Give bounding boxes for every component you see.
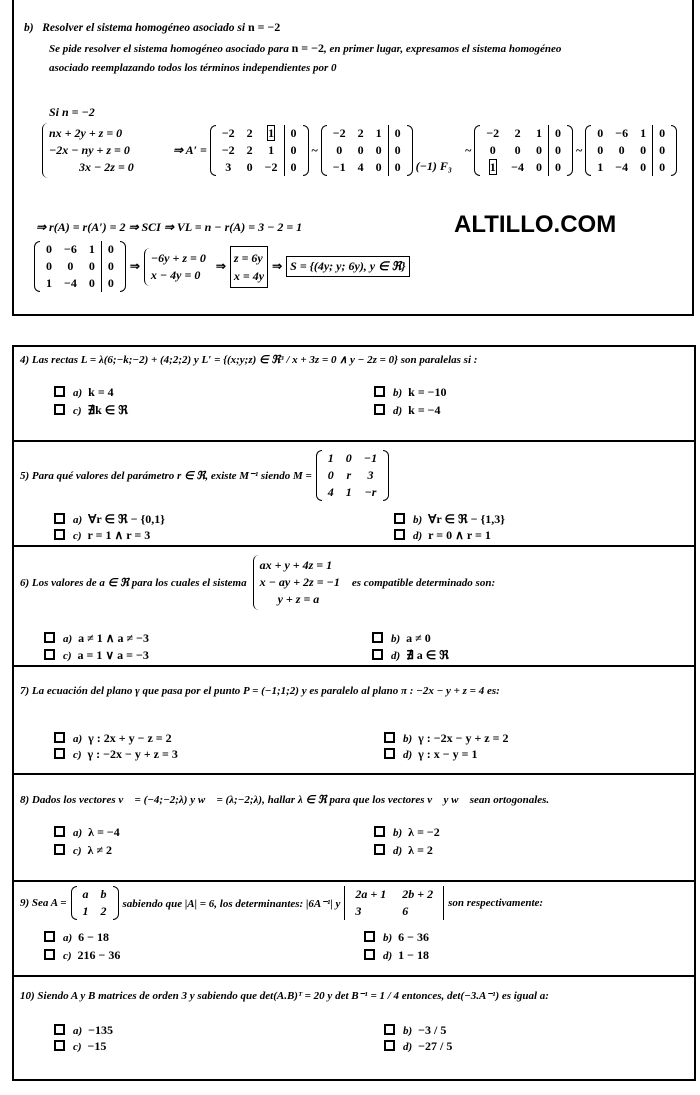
matrix-cell: 0 (357, 143, 364, 157)
matrix-cell: 3 (367, 468, 374, 482)
option-letter: d) (393, 845, 403, 857)
option-b[interactable] (374, 825, 440, 840)
si-label: Si n = −2 (49, 105, 95, 119)
checkbox[interactable] (54, 732, 65, 743)
checkbox[interactable] (54, 386, 65, 397)
matrix-cell: 0 (549, 125, 568, 142)
matrix-cell: −1 (332, 160, 346, 174)
matrix-cell: 2 (246, 143, 253, 157)
option-value: λ = −2 (408, 825, 440, 839)
matrix-cell: −6 (64, 242, 77, 256)
option-value: 1 − 18 (398, 948, 430, 962)
option-a[interactable] (44, 930, 109, 945)
option-d[interactable] (372, 648, 449, 663)
matrix-cell: 0 (388, 125, 407, 142)
matrix-cell: 0 (67, 259, 74, 273)
matrix-cell: 0 (653, 142, 672, 159)
checkbox[interactable] (54, 529, 65, 540)
checkbox[interactable] (54, 513, 65, 524)
option-letter: b) (393, 387, 403, 399)
option-d[interactable] (374, 403, 441, 418)
final-solution (34, 241, 410, 292)
question-text: 8) Dados los vectores v⃗ = (−4;−2;λ) y w⃗ = (λ;−2;λ), hallar λ ∈ ℜ para que los vectores v⃗ y w⃗ sean ortogonales. (20, 794, 550, 806)
matrix-cell: 2 (514, 126, 521, 140)
matrix-cell: 0 (536, 143, 542, 157)
question-text-main: 5) Para qué valores del parámetro r ∈ ℜ, existe M⁻¹ siendo M = (20, 470, 312, 482)
matrix-cell: 1 (327, 451, 334, 465)
matrix-cell: 0 (597, 126, 604, 140)
question-text: 4) Las rectas L = λ(6;−k;−2) + (4;2;2) y L′ = {(x;y;z) ∈ ℜ³ / x + 3z = 0 ∧ y − 2z = 0} son paralelas si : (20, 354, 478, 366)
matrix-cell: 1 (345, 485, 352, 499)
row-operation: (−1) F₃ (415, 159, 453, 173)
option-c[interactable] (54, 1039, 106, 1054)
question-10 (14, 977, 694, 1083)
option-value: r = 0 ∧ r = 1 (428, 528, 491, 542)
matrix-cell: 1 (82, 904, 89, 918)
option-value: ∄ a ∈ ℜ (406, 648, 449, 662)
option-letter: b) (413, 514, 423, 526)
option-a[interactable] (44, 631, 149, 646)
matrix-cell: 1 (640, 126, 647, 140)
matrix-cell: 0 (46, 242, 52, 256)
question-text-after: es compatible determinado son: (351, 576, 496, 589)
checkbox[interactable] (44, 649, 55, 660)
question-6 (14, 547, 694, 667)
option-b[interactable] (374, 385, 447, 400)
matrix-cell (259, 125, 284, 142)
matrix-cell: 0 (101, 275, 120, 292)
option-c[interactable] (54, 528, 150, 543)
option-a[interactable] (54, 385, 114, 400)
option-a[interactable] (54, 512, 165, 527)
option-value: a ≠ 0 (406, 631, 431, 645)
option-value: γ : 2x + y − z = 2 (88, 731, 172, 745)
option-d[interactable] (364, 948, 429, 963)
option-value: λ = 2 (408, 843, 433, 857)
checkbox[interactable] (384, 732, 395, 743)
question-text-mid: sabiendo que |A| = 6, los determinantes: |6A⁻¹| y (122, 897, 341, 910)
matrix-cell: 1 (268, 143, 275, 157)
option-letter: b) (403, 733, 413, 745)
option-value: r = 1 ∧ r = 3 (87, 528, 151, 542)
option-letter: a) (73, 387, 83, 399)
matrix-cell: 0 (375, 143, 382, 157)
matrix-cell: 0 (514, 143, 521, 157)
matrix-cell: −2 (264, 160, 278, 174)
matrix-cell: a (82, 887, 89, 901)
matrix-cell: 0 (597, 143, 604, 157)
matrix-cell: 0 (345, 451, 352, 465)
option-letter: c) (63, 950, 72, 962)
matrix-cell: 0 (549, 159, 568, 176)
implies: ⇒ (129, 259, 140, 273)
matrix-cell: −4 (511, 160, 524, 174)
option-letter: d) (383, 950, 393, 962)
checkbox[interactable] (394, 513, 405, 524)
checkbox[interactable] (54, 748, 65, 759)
solution-vars (230, 246, 268, 288)
matrix-cell: b (100, 887, 107, 901)
equation: x − ay + 2z = −1 (259, 575, 340, 589)
matrix-a (71, 886, 119, 920)
matrix-cell: 3 (355, 904, 362, 918)
intro-text: Se pide resolver el sistema homogéneo asociado para (49, 43, 289, 55)
checkbox[interactable] (44, 931, 55, 942)
matrix-cell: 0 (284, 125, 303, 142)
option-letter: b) (383, 932, 393, 944)
option-d[interactable] (384, 747, 477, 762)
option-c[interactable] (44, 648, 149, 663)
intro-math: n = −2 (291, 41, 324, 55)
option-letter: c) (73, 749, 82, 761)
matrix-cell: 2 (246, 126, 253, 140)
matrix-cell: 0 (640, 160, 647, 174)
tilde: ~ (311, 143, 318, 157)
intro-line-1 (49, 41, 561, 56)
row-reduction (42, 123, 677, 178)
option-d[interactable] (374, 843, 433, 858)
heading-text: Resolver el sistema homogéneo asociado si (42, 22, 246, 34)
option-value: −15 (87, 1039, 107, 1053)
option-value: 216 − 36 (77, 948, 121, 962)
matrix-cell: 4 (357, 160, 364, 174)
equation: y + z = a (277, 592, 320, 606)
matrix-cell: 0 (284, 159, 303, 176)
matrix-cell: 1 (536, 126, 542, 140)
matrix-cell: −2 (221, 126, 235, 140)
checkbox[interactable] (54, 404, 65, 415)
question-8 (14, 775, 694, 882)
option-c[interactable] (44, 948, 120, 963)
matrix-cell: 0 (653, 125, 672, 142)
highlighted-pivot: 1 (268, 126, 275, 140)
option-letter: a) (73, 733, 83, 745)
option-value: λ ≠ 2 (87, 843, 113, 857)
matrix-cell: 0 (101, 241, 120, 258)
equation: −2x − ny + z = 0 (49, 143, 130, 157)
system-equations (253, 555, 346, 610)
option-letter: c) (73, 405, 82, 417)
matrix-cell: 0 (618, 143, 625, 157)
option-c[interactable] (54, 843, 112, 858)
matrix-cell: 0 (653, 159, 672, 176)
matrix-cell: 2a + 1 (355, 887, 387, 901)
matrix-cell: 0 (88, 276, 95, 290)
checkbox[interactable] (384, 1040, 395, 1051)
tilde: ~ (576, 143, 583, 157)
matrix-step-1 (321, 125, 413, 176)
matrix-cell: −4 (615, 160, 629, 174)
question-text-main: 9) Sea A = (20, 897, 67, 909)
equation: ax + y + 4z = 1 (259, 558, 333, 572)
tilde: ~ (465, 143, 472, 157)
option-letter: d) (413, 530, 423, 542)
question-text-main: 6) Los valores de a ∈ ℜ para los cuales el sistema (20, 577, 247, 589)
equation: nx + 2y + z = 0 (49, 126, 123, 140)
option-letter: a) (63, 932, 73, 944)
option-letter: a) (73, 827, 83, 839)
checkbox[interactable] (44, 949, 55, 960)
system-equations (42, 123, 170, 178)
heading-label: b) (24, 22, 34, 34)
matrix-cell: 1 (46, 276, 52, 290)
matrix-cell: 3 (225, 160, 232, 174)
implies-a-prime: ⇒ A′ = (173, 143, 207, 157)
matrix-cell: 0 (88, 259, 95, 273)
option-value: k = 4 (88, 385, 114, 399)
equation: x − 4y = 0 (150, 267, 201, 282)
option-b[interactable] (394, 512, 505, 527)
option-c[interactable] (54, 747, 178, 762)
checkbox[interactable] (372, 632, 383, 643)
option-value: k = −10 (408, 385, 447, 399)
matrix-cell: 1 (88, 242, 95, 256)
checkbox[interactable] (364, 949, 375, 960)
matrix-cell: 0 (489, 143, 496, 157)
option-value: k = −4 (408, 403, 441, 417)
option-letter: d) (403, 1041, 413, 1053)
matrix-cell: 0 (284, 142, 303, 159)
option-d[interactable] (384, 1039, 452, 1054)
option-value: 6 − 36 (398, 930, 430, 944)
option-letter: b) (393, 827, 403, 839)
checkbox[interactable] (54, 826, 65, 837)
option-d[interactable] (394, 528, 491, 543)
matrix-cell: 1 (597, 160, 604, 174)
checkbox[interactable] (384, 1024, 395, 1035)
final-matrix (34, 241, 126, 292)
augmented-matrix (210, 125, 309, 176)
option-value: −27 / 5 (418, 1039, 453, 1053)
matrix-cell: 0 (336, 143, 343, 157)
checkbox[interactable] (44, 632, 55, 643)
matrix-cell: 0 (246, 160, 253, 174)
matrix-cell: 2 (100, 904, 107, 918)
matrix-cell: 2 (357, 126, 364, 140)
solution-set: S = {(4y; y; 6y), y ∈ ℜ} (286, 256, 409, 277)
matrix-cell: −1 (363, 451, 378, 465)
implies: ⇒ (272, 259, 283, 273)
matrix-cell: 0 (549, 142, 568, 159)
matrix-cell: 0 (388, 159, 407, 176)
solution-box (12, 0, 694, 316)
equation: z = 6y (233, 250, 263, 265)
implies: ⇒ (215, 259, 226, 273)
option-b[interactable] (364, 930, 429, 945)
matrix-cell: 0 (640, 143, 647, 157)
option-letter: a) (63, 633, 73, 645)
equation: −6y + z = 0 (150, 250, 206, 265)
question-4 (14, 347, 694, 442)
option-letter: d) (403, 749, 413, 761)
option-value: λ = −4 (88, 825, 120, 839)
watermark-logo: ALTILLO.COM (454, 211, 617, 238)
intro-line-2: asociado reemplazando todos los términos independientes por 0 (49, 62, 337, 74)
intro-rest: , en primer lugar, expresamos el sistema homogéneo (323, 43, 562, 55)
matrix-cell: 2b + 2 (402, 887, 434, 901)
checkbox[interactable] (54, 1024, 65, 1035)
option-letter: c) (73, 530, 82, 542)
question-text (20, 555, 495, 610)
option-a[interactable] (54, 731, 172, 746)
option-letter: c) (73, 1041, 82, 1053)
checkbox[interactable] (54, 844, 65, 855)
matrix-cell: −2 (221, 143, 235, 157)
option-letter: d) (393, 405, 403, 417)
option-letter: a) (73, 1025, 83, 1037)
equation: x = 4y (233, 268, 265, 283)
matrix-cell: 0 (536, 160, 542, 174)
matrix-step-3 (585, 125, 677, 176)
determinant (344, 886, 444, 920)
rank-line: ⇒ r(A) = r(A′) = 2 ⇒ SCI ⇒ VL = n − r(A) = 3 − 2 = 1 (36, 220, 303, 234)
question-9 (14, 882, 694, 977)
equation: 3x − 2z = 0 (79, 160, 134, 174)
checkbox[interactable] (374, 826, 385, 837)
option-value: 6 − 18 (78, 930, 110, 944)
question-7 (14, 667, 694, 775)
option-letter: b) (391, 633, 401, 645)
option-letter: c) (63, 650, 72, 662)
matrix-cell: 0 (101, 258, 120, 275)
question-5 (14, 442, 694, 547)
matrix-cell: 0 (327, 468, 334, 482)
checkbox[interactable] (372, 649, 383, 660)
matrix-cell: 0 (388, 142, 407, 159)
matrix-cell (480, 159, 505, 176)
checkbox[interactable] (54, 1040, 65, 1051)
option-value: ∀r ∈ ℜ − {0,1} (88, 512, 166, 526)
matrix-cell: 0 (46, 259, 52, 273)
checkbox[interactable] (374, 844, 385, 855)
option-b[interactable] (384, 1023, 446, 1038)
option-value: ∄k ∈ ℜ (87, 403, 129, 417)
matrix-cell: −6 (615, 126, 629, 140)
heading (24, 20, 280, 35)
option-a[interactable] (54, 1023, 113, 1038)
option-value: γ : −2x − y + z = 3 (87, 747, 178, 761)
checkbox[interactable] (394, 529, 405, 540)
matrix-step-2 (474, 125, 573, 176)
matrix-cell: −2 (486, 126, 500, 140)
option-letter: c) (73, 845, 82, 857)
question-text (20, 886, 543, 920)
checkbox[interactable] (374, 386, 385, 397)
matrix-cell: −2 (332, 126, 346, 140)
matrix-cell: 6 (402, 904, 409, 918)
option-value: a ≠ 1 ∧ a ≠ −3 (78, 631, 149, 645)
matrix-cell: −4 (64, 276, 77, 290)
option-value: γ : −2x − y + z = 2 (418, 731, 509, 745)
question-text: 10) Siendo A y B matrices de orden 3 y sabiendo que det(A.B)ᵀ = 20 y det B⁻¹ = 1 / 4 entonces, det(−3.A⁻¹) es igual a: (20, 990, 549, 1002)
option-value: a = 1 ∨ a = −3 (77, 648, 149, 662)
highlighted-pivot: 1 (489, 160, 496, 174)
option-value: γ : x − y = 1 (418, 747, 478, 761)
matrix-m (316, 450, 389, 501)
option-c[interactable] (54, 403, 128, 418)
matrix-cell: 4 (327, 485, 334, 499)
checkbox[interactable] (384, 748, 395, 759)
matrix-cell: 1 (375, 126, 382, 140)
option-value: ∀r ∈ ℜ − {1,3} (428, 512, 506, 526)
question-text: 7) La ecuación del plano γ que pasa por el punto P = (−1;1;2) y es paralelo al plano π : −2x − y + z = 4 es: (20, 685, 500, 697)
question-text-after: son respectivamente: (448, 897, 544, 909)
option-letter: b) (403, 1025, 413, 1037)
option-letter: d) (391, 650, 401, 662)
questions-box (12, 345, 696, 1081)
heading-math: n = −2 (247, 20, 281, 34)
option-value: −135 (88, 1023, 114, 1037)
reduced-system (144, 248, 212, 286)
option-letter: a) (73, 514, 83, 526)
matrix-cell: 0 (375, 160, 382, 174)
matrix-cell: r (346, 468, 352, 482)
checkbox[interactable] (364, 931, 375, 942)
option-a[interactable] (54, 825, 120, 840)
matrix-cell: −r (364, 485, 377, 499)
option-b[interactable] (384, 731, 508, 746)
checkbox[interactable] (374, 404, 385, 415)
option-b[interactable] (372, 631, 431, 646)
question-text (20, 450, 389, 501)
option-value: −3 / 5 (418, 1023, 447, 1037)
